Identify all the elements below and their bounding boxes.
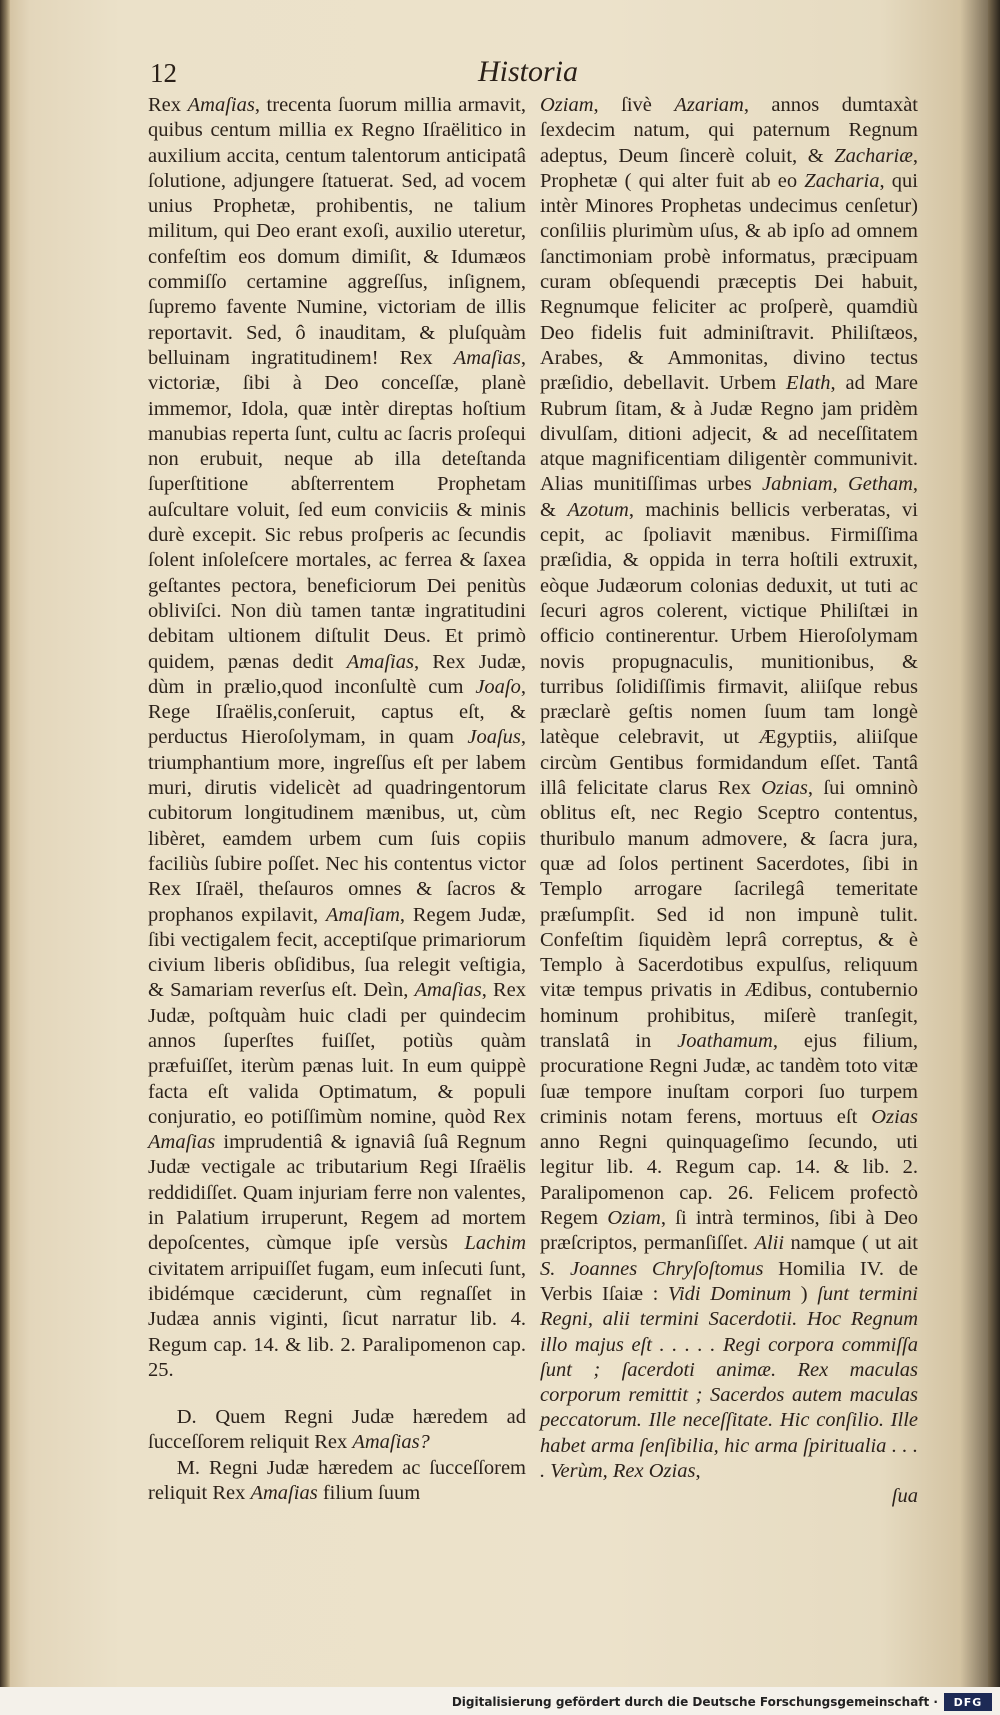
italic-name: Elath (786, 372, 831, 395)
italic-name: Alii (754, 1232, 785, 1255)
italic-name: Oziam (607, 1207, 661, 1230)
italic-name: Amaſias (148, 1131, 216, 1154)
page-edge-right (988, 0, 1000, 1715)
italic-name: Amaſias (414, 979, 482, 1002)
page-number: 12 (150, 58, 177, 88)
paragraph: Oziam, ſivè Azariam, annos dumtaxàt ſexdecim natum, qui paternum Regnum adeptus, Deum ſincerè coluit, & Zachariæ, Prophetæ ( qui alter fuit ab eo Zacharia, qui intèr Minores Prophetas undecimus cenſetur) conſiliis plurimùm uſus, & ab ipſo ad omnem ſanctimoniam probè informatus, præcipuam curam obſequendi præceptis Dei habuit, Regnumque feliciter ac proſperè, quamdiù Deo fidelis fuit adminiſtravit. Philiſtæos, Arabes, & Ammonitas, divino tectus præſidio, debellavit. Urbem Elath, ad Mare Rubrum ſitam, & à Judæ Regno jam pridèm divulſam, ditioni adjecit, & ad neceſſitatem atque magnificentiam diligentèr communivit. Alias munitiſſimas urbes Jabniam, Getham, & Azotum, machinis bellicis verberatas, vi cepit, ac ſpoliavit mænibus. Firmiſſima præſidia, & oppida in terra hoſtili extruxit, eòque Judæorum colonias deduxit, ut tuti ac ſecuri agros colerent, victique Philiſtæi in officio continerentur. Urbem Hieroſolymam novis propugnaculis, munitionibus, & turribus ſolidiſſimis firmavit, aliiſque rebus præclarè geſtis nomen ſuum tam longè latèque celebravit, ut Ægyptiis, aliiſque circùm Gentibus formidandum eſſet. Tantâ illâ felicitate clarus Rex Ozias, ſui omninò oblitus eſt, nec Regio Sceptro contentus, thuribulo manum admovere, & ſacra jura, quæ ad ſolos pertinent Sacerdotes, ſibi in Templo arrogare ſacrilegâ temeritate præſumpſit. Sed id non impunè tulit. Confeſtim ſiquidèm leprâ correptus, & è Templo à Sacerdotibus expulſus, reliquum vitæ tempus privatis in Ædibus, contubernio hominum prohibitus, miſerè tranſegit, translatâ in Joathamum, ejus filium, procuratione Regni Judæ, ac tandèm toto vitæ ſuæ tempore inuſtam corpori ſuo turpem criminis notam ferens, mortuus eſt Ozias anno Regni quinquageſimo ſecundo, uti legitur lib. 4. Regum cap. 14. & lib. 2. Paralipomenon cap. 26. Felicem profectò Regem Oziam, ſi intrà terminos, ſibi à Deo præſcriptos, permanſiſſet. Alii namque ( ut ait S. Joannes Chryſoſtomus Homilia IV. de Verbis Iſaiæ : Vidi Dominum ) ſunt termini Regni, alii termini Sacerdotii. Hoc Regnum illo majus eſt . . . . . Regi corpora commiſſa ſunt ; ſacerdoti animæ. Rex maculas corporum remittit ; Sacerdos autem maculas peccatorum. Ille neceſſitate. Hic conſilio. Ille habet arma ſenſibilia, hic arma ſpiritualia . . . . Verùm, Rex Ozias, (540, 94, 919, 1483)
italic-name: Amaſias (346, 650, 414, 673)
italic-name: Vidi Dominum (667, 1282, 792, 1305)
italic-name: Azotum (567, 498, 629, 521)
footer-credit: Digitalisierung gefördert durch die Deutsche Forschungsgemeinschaft · (451, 1695, 938, 1709)
italic-name: Ozias (761, 777, 808, 800)
dfg-logo: DFG (944, 1693, 992, 1711)
italic-name: Zachariæ (834, 144, 913, 167)
italic-name: Oziam (540, 94, 594, 116)
italic-name: Joaſo (475, 675, 521, 698)
italic-name: ſunt termini Regni, alii termini Sacerdotii. Hoc Regnum illo majus eſt . . . . . Regi corpora commiſſa ſunt ; ſacerdoti animæ. Rex maculas corporum remittit ; Sacerdos autem maculas peccatorum. Ille neceſſitate. Hic conſilio. Ille habet arma ſenſibilia, hic arma ſpiritualia . . . . Verùm, Rex Ozias (540, 1282, 918, 1483)
italic-name: Joaſus (467, 726, 521, 749)
italic-name: Amaſiam (325, 903, 400, 926)
italic-name: Azariam (674, 94, 744, 116)
italic-name: Amaſias? (352, 1431, 430, 1454)
italic-name: Ozias (871, 1105, 918, 1128)
italic-name: Getham (847, 473, 913, 496)
italic-name: Joathamum (677, 1029, 773, 1052)
italic-name: Amaſias (187, 94, 255, 116)
text-column-right (540, 93, 918, 1510)
question-paragraph: D. Quem Regni Judæ hæredem ad ſucceſſorem reliquit Rex Amaſias? (148, 1406, 526, 1454)
catchword (540, 1484, 918, 1509)
page-edge-left (0, 0, 10, 1715)
running-head: Historia (478, 55, 579, 88)
italic-name: Zacharia (804, 169, 880, 192)
answer-paragraph: M. Regni Judæ hæredem ac ſucceſſorem reliquit Rex Amaſias filium ſuum (148, 1456, 526, 1505)
italic-name: Amaſias (250, 1482, 318, 1505)
italic-name: Amaſias (453, 346, 521, 369)
paragraph: Rex Amaſias, trecenta ſuorum millia armavit, quibus centum millia ex Regno Iſraëlitico in auxilium accita, centum talentorum anticipatâ ſolutione, adjungere ſtatuerat. Sed, ad vocem unius Prophetæ, prohibentis, ne talium militum, qui Deo erant exoſi, auxilio uteretur, confeſtim eos domum dimiſit, & Idumæos commiſſo certamine aggreſſus, inſignem, ſupremo favente Numine, victoriam de illis reportavit. Sed, ô inauditam, & pluſquàm belluinam ingratitudinem! Rex Amaſias, victoriæ, ſibi à Deo conceſſæ, planè immemor, Idola, quæ intèr direptas hoſtium manubias reperta ſunt, cultu ac ſacris proſequi non erubuit, neque ab illa deteſtanda ſuperſtitione abſterrentem Prophetam auſcultare voluit, ſed eum conviciis & minis durè excepit. Sic rebus proſperis ac ſecundis ſolent inſoleſcere mortales, ac ferrea & ſaxea geſtantes pectora, beneficiorum Dei penitùs obliviſci. Non diù tamen tantæ ingratitudini debitam ultionem diſtulit Deus. Et primò quidem, pænas dedit Amaſias, Rex Judæ, dùm in prælio,quod inconſultè cum Joaſo, Rege Iſraëlis,conſeruit, captus eſt, & perductus Hieroſolymam, in quam Joaſus, triumphantium more, ingreſſus eſt per labem muri, dirutis videlicèt ad quadringentorum cubitorum longitudinem mænibus, ut, cùm libèret, eamdem urbem cum ſuis copiis faciliùs ſubire poſſet. Nec his contentus victor Rex Iſraël, theſauros omnes & ſacros & prophanos expilavit, Amaſiam, Regem Judæ, ſibi vectigalem fecit, acceptiſque primariorum civium liberis obſidibus, ſua relegit veſtigia, & Samariam reverſus eſt. Deìn, Amaſias, Rex Judæ, poſtquàm huic cladi per quindecim annos ſuperſtes fuiſſet, potiùs quàm præfuiſſet, iterùm pænas luit. In eum quippè facta eſt valida Optimatum, & populi conjuratio, eo potiſſimùm nomine, quòd Rex Amaſias imprudentiâ & ignaviâ ſuâ Regnum Judæ vectigale ac tributarium Regi Iſraëlis reddidiſſet. Quam injuriam ferre non valentes, in Palatium irruperunt, Regem ad mortem depoſcentes, cùmque ipſe versùs Lachim civitatem arripuiſſet fugam, eum inſecuti ſunt, ibidémque cæciderunt, cùm regnaſſet in Judæa annis viginti, ſicut narratur lib. 4. Regum cap. 14. & lib. 2. Paralipomenon cap. 25. (148, 94, 527, 1381)
italic-name: S. Joannes Chryſoſtomus (540, 1257, 764, 1280)
catchword-text: ſua (891, 1485, 918, 1508)
digitization-footer (0, 1687, 1000, 1715)
italic-name: Lachim (464, 1232, 526, 1255)
text-column-left (148, 93, 526, 1506)
italic-name: Jabniam (762, 473, 833, 496)
